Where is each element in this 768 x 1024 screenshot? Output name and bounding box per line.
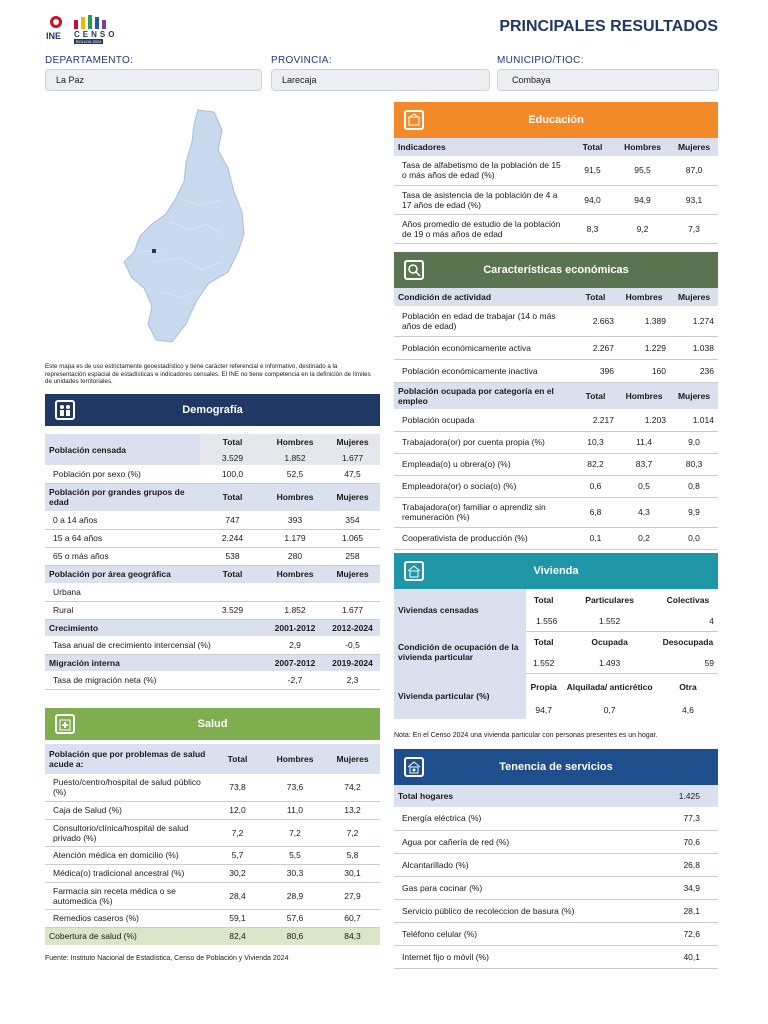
ine-logo — [46, 14, 66, 46]
eco-oc3-label: Empleadora(or) o socia(o) (%) — [394, 475, 573, 497]
viv-r1-v2: 4 — [658, 611, 718, 631]
eco-oc1-mujeres: 9,0 — [670, 431, 718, 453]
eco-oc5-total: 0,1 — [573, 527, 618, 549]
viv-r2-h2: Desocupada — [662, 637, 714, 648]
salud-r4-hombres: 30,3 — [265, 864, 325, 882]
crec-p1: 2001-2012 — [274, 622, 316, 633]
svc-r2-value: 26,8 — [638, 853, 718, 876]
pob-total: 3.529 — [221, 452, 244, 463]
pob-hombres: 1.852 — [284, 452, 306, 463]
economia-table — [394, 288, 718, 550]
salud-r6-mujeres: 60,7 — [325, 909, 380, 927]
sexo-total: 100,0 — [200, 465, 265, 483]
salud-header — [45, 708, 380, 740]
salud-h-total: Total — [227, 754, 248, 764]
eco-h-mujeres: Mujeres — [677, 292, 711, 302]
svc-total-value: 1.425 — [678, 791, 700, 801]
mig-v1: -2,7 — [265, 671, 325, 689]
edu-r1-label: Tasa de asistencia de la población de 4 a 17 años de edad (%) — [394, 185, 570, 214]
grupos-label: Población por grandes grupos de edad — [49, 487, 185, 508]
eco-oc3-total: 0,6 — [573, 475, 618, 497]
demo-h-hombres: Hombres — [276, 437, 314, 447]
g3-hombres: 280 — [265, 547, 325, 565]
provincia-label: PROVINCIA: — [271, 55, 332, 66]
censo-logo-text: CENSO — [74, 30, 118, 39]
eco-oc2-hombres: 83,7 — [618, 453, 670, 475]
salud-h-mujeres: Mujeres — [336, 754, 369, 764]
svc-r6-value: 40,1 — [638, 945, 718, 968]
mig-v2: 2,3 — [325, 671, 380, 689]
departamento-label: DEPARTAMENTO: — [45, 55, 134, 66]
viv-r3-v0: 94,7 — [535, 705, 552, 715]
page-title: PRINCIPALES RESULTADOS — [499, 18, 718, 35]
eco-h-cond: Condición de actividad — [398, 292, 492, 302]
viv-r1-v1: 1.552 — [561, 611, 657, 631]
eco-oc2-total: 82,2 — [573, 453, 618, 475]
demo-h-total: Total — [222, 437, 243, 447]
censo-logo-subtext: BOLIVIA 2024 — [76, 39, 102, 44]
eco-h-total: Total — [585, 292, 606, 302]
cobertura-label: Cobertura de salud (%) — [49, 931, 137, 942]
rural-label: Rural — [45, 601, 200, 619]
edu-r2-total: 8,3 — [570, 214, 615, 243]
departamento-select[interactable]: La Paz — [45, 69, 262, 91]
eco-oc4-total: 6,8 — [573, 497, 618, 527]
viv-r3-h1: Alquilada/ anticrético — [566, 682, 653, 693]
viv-r1-label: Viviendas censadas — [394, 589, 526, 631]
grupos-h-total: Total — [222, 492, 243, 503]
viv-r1-h1: Particulares — [585, 595, 634, 605]
eco-h-hombres: Hombres — [625, 292, 663, 302]
crec-label: Crecimiento — [49, 622, 99, 633]
salud-r0-total: 73,8 — [210, 774, 265, 801]
edu-h-ind: Indicadores — [398, 142, 446, 152]
eco-act0-label: Población en edad de trabajar (14 o más años de edad) — [394, 306, 573, 336]
edu-r2-hombres: 9,2 — [615, 214, 670, 243]
eco-oc0-label: Población ocupada — [394, 409, 573, 431]
edu-h-total: Total — [582, 142, 603, 152]
servicios-title: Tenencia de servicios — [499, 761, 613, 773]
g3-mujeres: 258 — [325, 547, 380, 565]
demografia-table — [45, 434, 380, 690]
viv-r3-label: Vivienda particular (%) — [394, 673, 526, 719]
cobertura-mujeres: 84,3 — [344, 931, 361, 942]
eco-oc4-label: Trabajadora(or) familiar o aprendiz sin remuneración (%) — [394, 497, 573, 527]
edu-r2-label: Años promedio de estudio de la población de 19 o más años de edad — [394, 214, 570, 243]
servicios-table — [394, 785, 718, 969]
eco-h2-hombres: Hombres — [625, 390, 663, 401]
vivienda-title: Vivienda — [533, 565, 579, 577]
g2-mujeres: 1.065 — [325, 529, 380, 547]
salud-r3-hombres: 5,5 — [265, 846, 325, 864]
sexo-hombres: 52,5 — [265, 465, 325, 483]
grupos-h-hombres: Hombres — [276, 492, 314, 503]
salud-r4-mujeres: 30,1 — [325, 864, 380, 882]
viv-r3-h2: Otra — [679, 682, 697, 693]
edu-r0-mujeres: 87,0 — [670, 156, 718, 185]
svc-r0-value: 77,3 — [638, 807, 718, 830]
salud-r3-total: 5,7 — [210, 846, 265, 864]
svc-r4-label: Servicio público de recoleccion de basura (%) — [394, 899, 638, 922]
educacion-table — [394, 138, 718, 244]
salud-head: Población que por problemas de salud acude a: — [49, 749, 206, 769]
g2-label: 15 a 64 años — [45, 529, 200, 547]
eco-act0-total: 2.663 — [573, 306, 618, 336]
svc-r3-label: Gas para cocinar (%) — [394, 876, 638, 899]
salud-r0-mujeres: 74,2 — [325, 774, 380, 801]
salud-r1-label: Caja de Salud (%) — [45, 801, 210, 819]
viv-r3-v2: 4,6 — [682, 705, 694, 715]
grupos-h-mujeres: Mujeres — [336, 492, 369, 503]
svc-total-label: Total hogares — [398, 791, 454, 801]
rural-total: 3.529 — [200, 601, 265, 619]
eco-oc5-hombres: 0,2 — [618, 527, 670, 549]
crec-v1: 2,9 — [265, 636, 325, 654]
svc-r2-label: Alcantarillado (%) — [394, 853, 638, 876]
eco-oc4-hombres: 4,3 — [618, 497, 670, 527]
svc-r0-label: Energía eléctrica (%) — [394, 807, 638, 830]
demografia-header — [45, 394, 380, 426]
pob-mujeres: 1.677 — [341, 452, 364, 463]
salud-title: Salud — [197, 718, 228, 730]
viv-r2-label: Condición de ocupación de la vivienda particular — [394, 631, 526, 673]
map-disclaimer: Este mapa es de uso estrictamente geoestadístico y tiene carácter referencial e informativo, destinado a la representación espacial de estadísticas e indicadores censales. El INE no tiene competencia en la definición de límites de unidades territoriales. — [45, 363, 371, 386]
viv-r3-v1: 0,7 — [603, 705, 616, 715]
eco-oc1-total: 10,3 — [573, 431, 618, 453]
eco-oc5-mujeres: 0,0 — [670, 527, 718, 549]
eco-act2-label: Población económicamente inactiva — [394, 359, 573, 382]
g1-hombres: 393 — [265, 511, 325, 529]
salud-r1-total: 12,0 — [210, 801, 265, 819]
edu-r0-hombres: 95,5 — [615, 156, 670, 185]
rural-hombres: 1.852 — [265, 601, 325, 619]
municipio-select[interactable]: Combaya — [497, 69, 719, 91]
salud-r6-hombres: 57,6 — [265, 909, 325, 927]
servicios-header — [394, 749, 718, 785]
edu-h-hombres: Hombres — [624, 142, 661, 152]
eco-h2-total: Total — [585, 390, 606, 401]
eco-act1-total: 2.267 — [573, 336, 618, 359]
mig-p1: 2007-2012 — [274, 657, 316, 668]
eco-act0-hombres: 1.389 — [618, 306, 670, 336]
eco-act2-mujeres: 236 — [670, 359, 718, 382]
salud-r4-label: Médica(o) tradicional ancestral (%) — [45, 864, 210, 882]
area-h-mujeres: Mujeres — [336, 569, 369, 580]
edu-r0-label: Tasa de alfabetismo de la población de 15 o más años de edad (%) — [394, 156, 570, 185]
eco-act2-total: 396 — [573, 359, 618, 382]
salud-r6-label: Remedios caseros (%) — [45, 909, 210, 927]
eco-act1-hombres: 1.229 — [618, 336, 670, 359]
g3-label: 65 o más años — [45, 547, 200, 565]
viv-r2-v1: 1.493 — [561, 653, 657, 673]
ine-logo-text: INE — [46, 31, 62, 41]
svc-r6-label: Internet fijo o móvil (%) — [394, 945, 638, 968]
vivienda-header — [394, 553, 718, 589]
eco-h2-cat: Población ocupada por categoría en el empleo — [398, 385, 554, 406]
salud-r2-mujeres: 7,2 — [325, 819, 380, 846]
provincia-select[interactable]: Larecaja — [271, 69, 490, 91]
salud-r0-label: Puesto/centro/hospital de salud público (%) — [45, 774, 210, 801]
viv-r1-h0: Total — [533, 595, 554, 605]
viv-r2-h1: Ocupada — [591, 637, 628, 648]
eco-oc2-mujeres: 80,3 — [670, 453, 718, 475]
edu-r1-mujeres: 93,1 — [670, 185, 718, 214]
mig-label: Migración interna — [49, 657, 120, 668]
censo-logo — [72, 14, 118, 46]
mig-row-label: Tasa de migración neta (%) — [45, 671, 265, 689]
eco-oc1-label: Trabajadora(or) por cuenta propia (%) — [394, 431, 573, 453]
salud-r5-mujeres: 27,9 — [325, 882, 380, 909]
area-label: Población por área geográfica — [49, 569, 171, 580]
salud-r1-hombres: 11,0 — [265, 801, 325, 819]
salud-r5-label: Farmacia sin receta médica o se automedica (%) — [45, 882, 210, 909]
eco-oc2-label: Empleada(o) u obrera(o) (%) — [394, 453, 573, 475]
eco-act0-mujeres: 1.274 — [670, 306, 718, 336]
svc-r4-value: 28,1 — [638, 899, 718, 922]
mig-p2: 2019-2024 — [332, 657, 373, 668]
crec-row-label: Tasa anual de crecimiento intercensal (%) — [45, 636, 265, 654]
eco-oc0-hombres: 1.203 — [618, 409, 670, 431]
urbana-label: Urbana — [45, 583, 200, 601]
svc-r3-value: 34,9 — [638, 876, 718, 899]
g1-total: 747 — [200, 511, 265, 529]
rural-mujeres: 1.677 — [325, 601, 380, 619]
svc-r5-value: 72,6 — [638, 922, 718, 945]
vivienda-table — [394, 589, 718, 719]
g3-total: 538 — [200, 547, 265, 565]
g1-mujeres: 354 — [325, 511, 380, 529]
salud-r2-label: Consultorio/clínica/hospital de salud privado (%) — [45, 819, 210, 846]
sexo-mujeres: 47,5 — [325, 465, 380, 483]
salud-r6-total: 59,1 — [210, 909, 265, 927]
salud-r5-total: 28,4 — [210, 882, 265, 909]
demografia-title: Demografía — [182, 404, 243, 416]
edu-h-mujeres: Mujeres — [677, 142, 711, 152]
cobertura-total: 82,4 — [229, 931, 246, 942]
source-note: Fuente: Instituto Nacional de Estadística, Censo de Población y Vivienda 2024 — [45, 955, 289, 962]
salud-r4-total: 30,2 — [210, 864, 265, 882]
pob-censada-label: Población censada — [45, 434, 200, 465]
salud-r5-hombres: 28,9 — [265, 882, 325, 909]
salud-r3-label: Atención médica en domicilio (%) — [45, 846, 210, 864]
eco-h2-mujeres: Mujeres — [677, 390, 711, 401]
salud-h-hombres: Hombres — [276, 754, 314, 764]
viv-r1-v0: 1.556 — [526, 611, 561, 631]
eco-oc4-mujeres: 9,9 — [670, 497, 718, 527]
economia-title: Características económicas — [483, 264, 629, 276]
viv-r2-h0: Total — [533, 637, 554, 648]
viv-r1-h2: Colectivas — [666, 595, 710, 605]
svc-r1-label: Agua por cañería de red (%) — [394, 830, 638, 853]
g1-label: 0 a 14 años — [45, 511, 200, 529]
eco-act1-mujeres: 1.038 — [670, 336, 718, 359]
edu-r0-total: 91,5 — [570, 156, 615, 185]
municipio-label: MUNICIPIO/TIOC: — [497, 55, 584, 66]
cobertura-hombres: 80,6 — [286, 931, 304, 942]
eco-oc5-label: Cooperativista de producción (%) — [394, 527, 573, 549]
viv-r2-v0: 1.552 — [526, 653, 561, 673]
sexo-label: Población por sexo (%) — [45, 465, 200, 483]
area-h-total: Total — [222, 569, 243, 580]
salud-r3-mujeres: 5,8 — [325, 846, 380, 864]
eco-act2-hombres: 160 — [618, 359, 670, 382]
salud-r0-hombres: 73,6 — [265, 774, 325, 801]
svc-r1-value: 70,6 — [638, 830, 718, 853]
viv-r2-v2: 59 — [658, 653, 718, 673]
eco-oc3-mujeres: 0,8 — [670, 475, 718, 497]
salud-r2-total: 7,2 — [210, 819, 265, 846]
viv-r3-h0: Propia — [530, 682, 557, 693]
demo-h-mujeres: Mujeres — [336, 437, 369, 447]
crec-v2: -0,5 — [325, 636, 380, 654]
crec-p2: 2012-2024 — [332, 622, 373, 633]
g2-hombres: 1.179 — [265, 529, 325, 547]
area-h-hombres: Hombres — [276, 569, 314, 580]
eco-oc0-mujeres: 1.014 — [670, 409, 718, 431]
educacion-header — [394, 102, 718, 138]
eco-oc3-hombres: 0,5 — [618, 475, 670, 497]
eco-oc1-hombres: 11,4 — [618, 431, 670, 453]
edu-r2-mujeres: 7,3 — [670, 214, 718, 243]
salud-r1-mujeres: 13,2 — [325, 801, 380, 819]
svc-r5-label: Teléfono celular (%) — [394, 922, 638, 945]
educacion-title: Educación — [528, 114, 584, 126]
economia-header — [394, 252, 718, 288]
eco-act1-label: Población económicamente activa — [394, 336, 573, 359]
salud-table — [45, 744, 380, 945]
salud-r2-hombres: 7,2 — [265, 819, 325, 846]
edu-r1-hombres: 94,9 — [615, 185, 670, 214]
eco-oc0-total: 2.217 — [573, 409, 618, 431]
municipality-map — [110, 102, 290, 347]
edu-r1-total: 94,0 — [570, 185, 615, 214]
vivienda-note: Nota: En el Censo 2024 una vivienda particular con personas presentes es un hogar. — [394, 732, 658, 739]
g2-total: 2.244 — [200, 529, 265, 547]
